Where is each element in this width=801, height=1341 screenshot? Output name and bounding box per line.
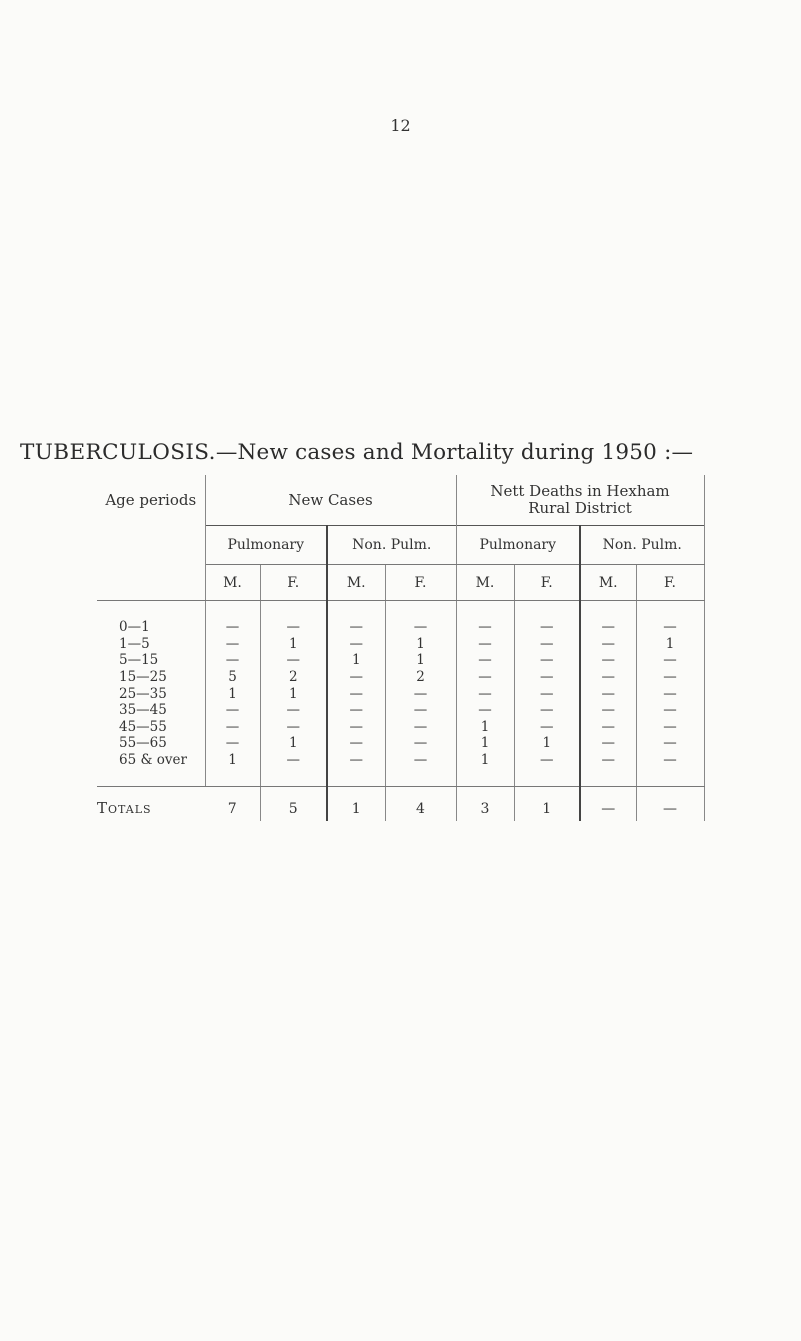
count-cell: 1: [456, 752, 514, 769]
count-cell: —: [260, 752, 327, 769]
count-cell: —: [636, 702, 704, 719]
table-row: [97, 669, 704, 686]
count-cell: —: [580, 619, 636, 636]
header-f: F.: [514, 565, 580, 601]
header-row-sex: [97, 565, 704, 601]
count-cell: —: [514, 685, 580, 702]
count-cell: —: [580, 652, 636, 669]
count-cell: —: [260, 702, 327, 719]
table-row: [97, 702, 704, 719]
count-cell: —: [327, 669, 385, 686]
count-cell: —: [636, 652, 704, 669]
header-f: F.: [636, 565, 704, 601]
age-period: 5—15: [97, 652, 205, 669]
count-cell: 1: [385, 652, 456, 669]
header-age-periods: Age periods: [97, 475, 205, 526]
age-period: 55—65: [97, 735, 205, 752]
count-cell: —: [514, 702, 580, 719]
count-cell: 1: [228, 752, 237, 769]
count-cell: 1: [228, 685, 237, 702]
count-cell: —: [636, 619, 704, 636]
count-cell: —: [385, 735, 456, 752]
header-m: M.: [327, 565, 385, 601]
age-period: 0—1: [97, 619, 205, 636]
count-cell: —: [385, 619, 456, 636]
count-cell: 1: [456, 719, 514, 736]
count-cell: —: [636, 685, 704, 702]
age-period: 15—25: [97, 669, 205, 686]
count-cell: 2: [385, 669, 456, 686]
age-period: 45—55: [97, 719, 205, 736]
table-row: [97, 619, 704, 636]
count-cell: —: [580, 685, 636, 702]
count-cell: —: [514, 752, 580, 769]
count-cell: —: [385, 719, 456, 736]
header-nett-deaths-line1: Nett Deaths in Hexham: [490, 482, 670, 500]
spacer-row: [97, 601, 704, 620]
count-cell: —: [456, 669, 514, 686]
header-new-cases: New Cases: [288, 490, 373, 509]
count-cell: 1: [385, 636, 456, 653]
header-nett-deaths-line2: Rural District: [528, 499, 632, 517]
count-cell: 1: [260, 636, 327, 653]
header-blank-2: [97, 565, 205, 601]
count-cell: 1: [636, 636, 704, 653]
count-cell: 1: [260, 735, 327, 752]
count-cell: —: [514, 669, 580, 686]
count-cell: —: [636, 719, 704, 736]
count-cell: —: [456, 652, 514, 669]
totals-cell: 1: [514, 787, 580, 822]
count-cell: —: [327, 719, 385, 736]
table-row: [97, 719, 704, 736]
header-m: M.: [205, 565, 260, 601]
count-cell: 1: [260, 685, 327, 702]
count-cell: —: [580, 702, 636, 719]
header-deaths-pulmonary: Pulmonary: [456, 526, 580, 565]
count-cell: 2: [260, 669, 327, 686]
totals-cell: 3: [456, 787, 514, 822]
header-new-pulmonary: Pulmonary: [205, 526, 327, 565]
count-cell: —: [260, 619, 327, 636]
header-m: M.: [580, 565, 636, 601]
count-cell: —: [580, 636, 636, 653]
count-cell: —: [225, 718, 240, 735]
table-row: [97, 636, 704, 653]
header-row-groups: [97, 475, 704, 526]
age-period: 1—5: [97, 636, 205, 653]
table-row: [97, 652, 704, 669]
count-cell: —: [580, 752, 636, 769]
title-subtitle: —New cases and Mortality during 1950 :—: [215, 440, 694, 465]
count-cell: —: [260, 652, 327, 669]
count-cell: 1: [514, 735, 580, 752]
count-cell: —: [225, 735, 240, 752]
count-cell: —: [580, 669, 636, 686]
page-title: [20, 440, 795, 465]
count-cell: —: [327, 752, 385, 769]
count-cell: —: [385, 752, 456, 769]
header-deaths-non-pulm: Non. Pulm.: [580, 526, 704, 565]
header-blank: [97, 526, 205, 565]
count-cell: —: [456, 619, 514, 636]
table-row: [97, 685, 704, 702]
count-cell: —: [580, 719, 636, 736]
count-cell: —: [385, 702, 456, 719]
totals-label: Totals: [97, 799, 152, 818]
header-f: F.: [260, 565, 327, 601]
count-cell: —: [514, 636, 580, 653]
count-cell: —: [456, 685, 514, 702]
count-cell: —: [385, 685, 456, 702]
header-new-non-pulm: Non. Pulm.: [327, 526, 456, 565]
header-row-types: [97, 526, 704, 565]
count-cell: —: [327, 636, 385, 653]
header-f: F.: [385, 565, 456, 601]
count-cell: —: [225, 702, 240, 719]
header-m: M.: [456, 565, 514, 601]
count-cell: —: [636, 669, 704, 686]
count-cell: —: [225, 619, 240, 636]
count-cell: 1: [456, 735, 514, 752]
count-cell: —: [514, 719, 580, 736]
totals-cell: 1: [327, 787, 385, 822]
count-cell: —: [225, 635, 240, 652]
count-cell: 5: [228, 669, 237, 686]
count-cell: —: [260, 719, 327, 736]
count-cell: —: [636, 752, 704, 769]
count-cell: —: [327, 685, 385, 702]
count-cell: —: [327, 619, 385, 636]
age-period: 65 & over: [97, 752, 205, 769]
count-cell: —: [225, 652, 240, 669]
count-cell: —: [456, 636, 514, 653]
age-period: 35—45: [97, 702, 205, 719]
table-row: [97, 752, 704, 769]
totals-cell: 7: [227, 801, 237, 818]
count-cell: —: [580, 735, 636, 752]
totals-cell: 5: [260, 787, 327, 822]
count-cell: —: [456, 702, 514, 719]
tuberculosis-table: [97, 475, 705, 821]
count-cell: —: [514, 652, 580, 669]
count-cell: —: [636, 735, 704, 752]
totals-cell: —: [636, 787, 704, 822]
spacer-row: [97, 768, 704, 787]
count-cell: —: [514, 619, 580, 636]
table-row: [97, 735, 704, 752]
title-main: TUBERCULOSIS.: [20, 440, 216, 465]
header-nett-deaths: [456, 475, 704, 526]
totals-cell: —: [580, 787, 636, 822]
count-cell: —: [327, 702, 385, 719]
count-cell: —: [327, 735, 385, 752]
page-number: 12: [390, 116, 411, 135]
totals-cell: 4: [385, 787, 456, 822]
age-period: 25—35: [97, 685, 205, 702]
totals-row: [97, 787, 704, 822]
count-cell: 1: [327, 652, 385, 669]
